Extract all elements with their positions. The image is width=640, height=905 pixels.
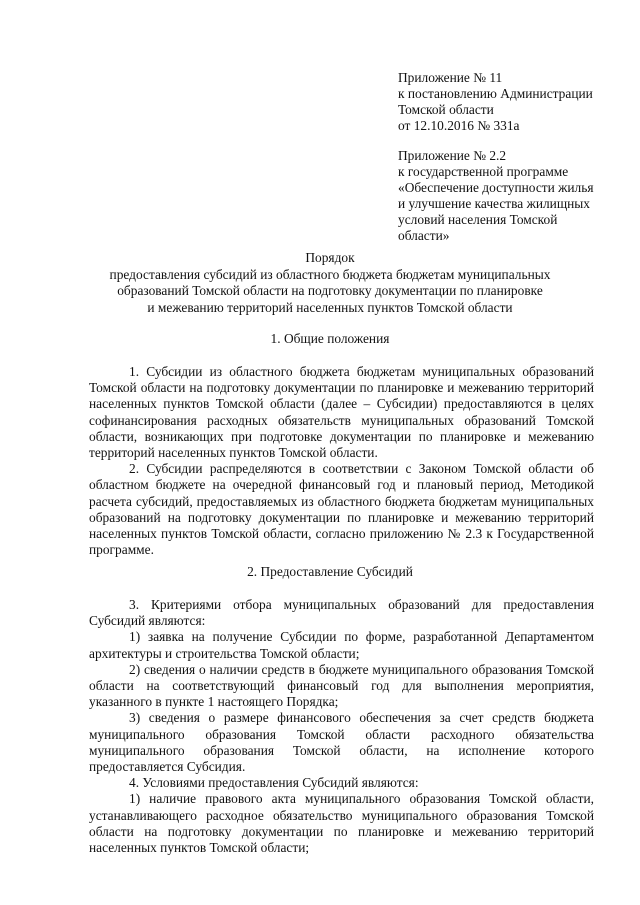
attachment-2-2-block [398, 148, 623, 244]
title-line: образований Томской области на подготовку документации по планировке [117, 283, 543, 298]
attachment-2-2-line: и улучшение качества жилищных [398, 196, 590, 211]
title-line: предоставления субсидий из областного бюджета бюджетам муниципальных [109, 266, 551, 282]
paragraph: 1) наличие правового акта муниципального образования Томской области, устанавливающего расходное обязательство муниципального образования Томской области на подготовку документации по планировке и межеванию территорий населенных пунктов Томской области; [89, 791, 594, 856]
paragraph: 2) сведения о наличии средств в бюджете муниципального образования Томской области на соответствующий финансовый год для выполнения мероприятия, указанного в пункте 1 настоящего Порядка; [89, 661, 594, 710]
attachment-11-line: Томской области [398, 102, 494, 117]
attachment-2-2-line: к государственной программе [398, 164, 569, 179]
paragraph: 2. Субсидии распределяются в соответствии с Законом Томской области об областном бюджете на очередной финансовый год и плановый период, Методикой расчета субсидий, предоставляемых из областного бюджета бюджетам муниципальных образований на подготовку документации по планировке и межеванию территорий населенных пунктов Томской области, согласно приложению № 2.3 к Государственной программе. [89, 461, 594, 558]
attachment-2-2-line: условий населения Томской [398, 212, 558, 227]
paragraph: 1. Субсидии из областного бюджета бюджетам муниципальных образований Томской области на подготовку документации по планировке и межеванию территорий населенных пунктов Томской области (далее – Субсидии) предоставляются в целях софинансирования расходных обязательств муниципальных образований Томской области, возникающих при подготовке документации по планировке и межеванию территорий населенных пунктов Томской области. [89, 364, 594, 461]
title-line: Порядок [305, 250, 355, 265]
attachment-11-line: от 12.10.2016 № 331а [398, 118, 520, 133]
section-1-body [89, 364, 594, 558]
attachment-11-block [398, 70, 623, 134]
attachment-11-line: Приложение № 11 [398, 70, 503, 85]
attachment-2-2-line: «Обеспечение доступности жилья [398, 180, 594, 195]
section-2-heading: 2. Предоставление Субсидий [247, 564, 413, 579]
paragraph: 4. Условиями предоставления Субсидий являются: [129, 775, 419, 791]
document-title [80, 250, 580, 316]
attachment-2-2-line: Приложение № 2.2 [398, 148, 507, 163]
attachment-2-2-line: области» [398, 228, 450, 243]
attachment-11-line: к постановлению Администрации [398, 86, 593, 101]
title-line: и межеванию территорий населенных пунктов Томской области [147, 299, 513, 315]
paragraph: 3) сведения о размере финансового обеспечения за счет средств бюджета муниципального образования Томской области расходного обязательства муниципального образования Томской области, на исполнение которого предоставляется Субсидия. [89, 710, 594, 775]
paragraph: 1) заявка на получение Субсидии по форме, разработанной Департаментом архитектуры и строительства Томской области; [89, 629, 594, 661]
section-2-body [89, 597, 594, 856]
paragraph: 3. Критериями отбора муниципальных образований для предоставления Субсидий являются: [89, 597, 594, 629]
section-1-heading: 1. Общие положения [270, 331, 390, 346]
